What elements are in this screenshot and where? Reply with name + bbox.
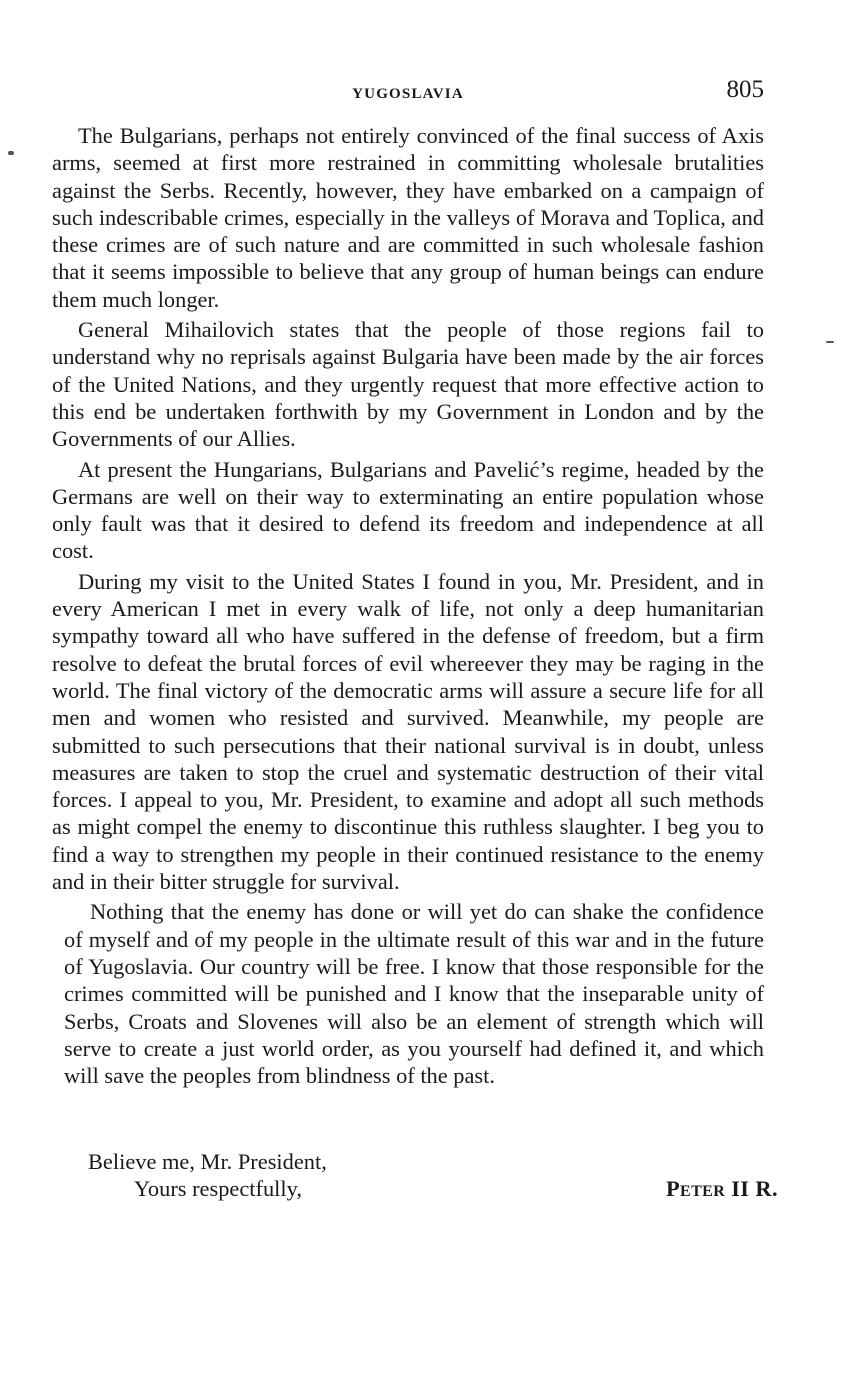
running-title: YUGOSLAVIA bbox=[352, 86, 464, 102]
salutation: Believe me, Mr. President, bbox=[88, 1149, 327, 1174]
paragraph-hungarians: At present the Hungarians, Bulgarians and Pavelić’s regime, headed by the Germans are well on their way to exterminating an entire population whose only fault was that it desired to defend its freedom and independence at all cost. bbox=[52, 456, 764, 564]
page-number: 805 bbox=[726, 76, 764, 103]
valediction: Yours respectfully, bbox=[134, 1176, 302, 1202]
scan-speck bbox=[826, 341, 834, 343]
signature: Peter II R. bbox=[665, 1176, 778, 1201]
paragraph-confidence: Nothing that the enemy has done or will yet do can shake the confidence of myself and of my people in the ultimate result of this war and in the future of Yugoslavia. Our country will be free. I know that those responsible for the crimes committed will be punished and I know that the inseparable unity of Serbs, Croats and Slovenes will also be an element of strength which will serve to create a just world order, as you yourself had defined it, and which will save the peoples from blindness of the past. bbox=[64, 899, 764, 1089]
paragraph-visit: During my visit to the United States I found in you, Mr. President, and in every American I met in every walk of life, not only a deep humanitarian sympathy toward all who have suffered in the defense of freedom, but a firm resolve to defeat the brutal forces of evil whereever they may be raging in the world. The final victory of the democratic arms will assure a secure life for all men and women who resisted and survived. Meanwhile, my people are submitted to such persecutions that their national survival is in doubt, unless measures are taken to stop the cruel and systematic destruction of their vital forces. I appeal to you, Mr. President, to examine and adopt all such methods as might compel the enemy to discontinue this ruthless slaughter. I beg you to find a way to strengthen my people in their continued resistance to the enemy and in their bitter struggle for survival. bbox=[52, 568, 764, 895]
scan-speck bbox=[8, 151, 14, 155]
paragraph-mihailovich: General Mihailovich states that the people of those regions fail to understand why no reprisals against Bulgaria have been made by the air forces of the United Nations, and they urgently request that more effective action to this end be undertaken forthwith by my Government in London and by the Governments of our Allies. bbox=[52, 317, 764, 452]
letter-body bbox=[52, 122, 764, 1092]
running-head bbox=[52, 76, 764, 110]
letter-closing bbox=[88, 1148, 778, 1203]
paragraph-bulgarians: The Bulgarians, perhaps not entirely convinced of the final success of Axis arms, seemed at first more restrained in committing wholesale brutalities against the Serbs. Recently, however, they have embarked on a campaign of such indescribable crimes, especially in the valleys of Morava and Toplica, and these crimes are of such nature and are committed in such wholesale fashion that it seems impossible to believe that any group of human beings can endure them much longer. bbox=[52, 123, 764, 312]
